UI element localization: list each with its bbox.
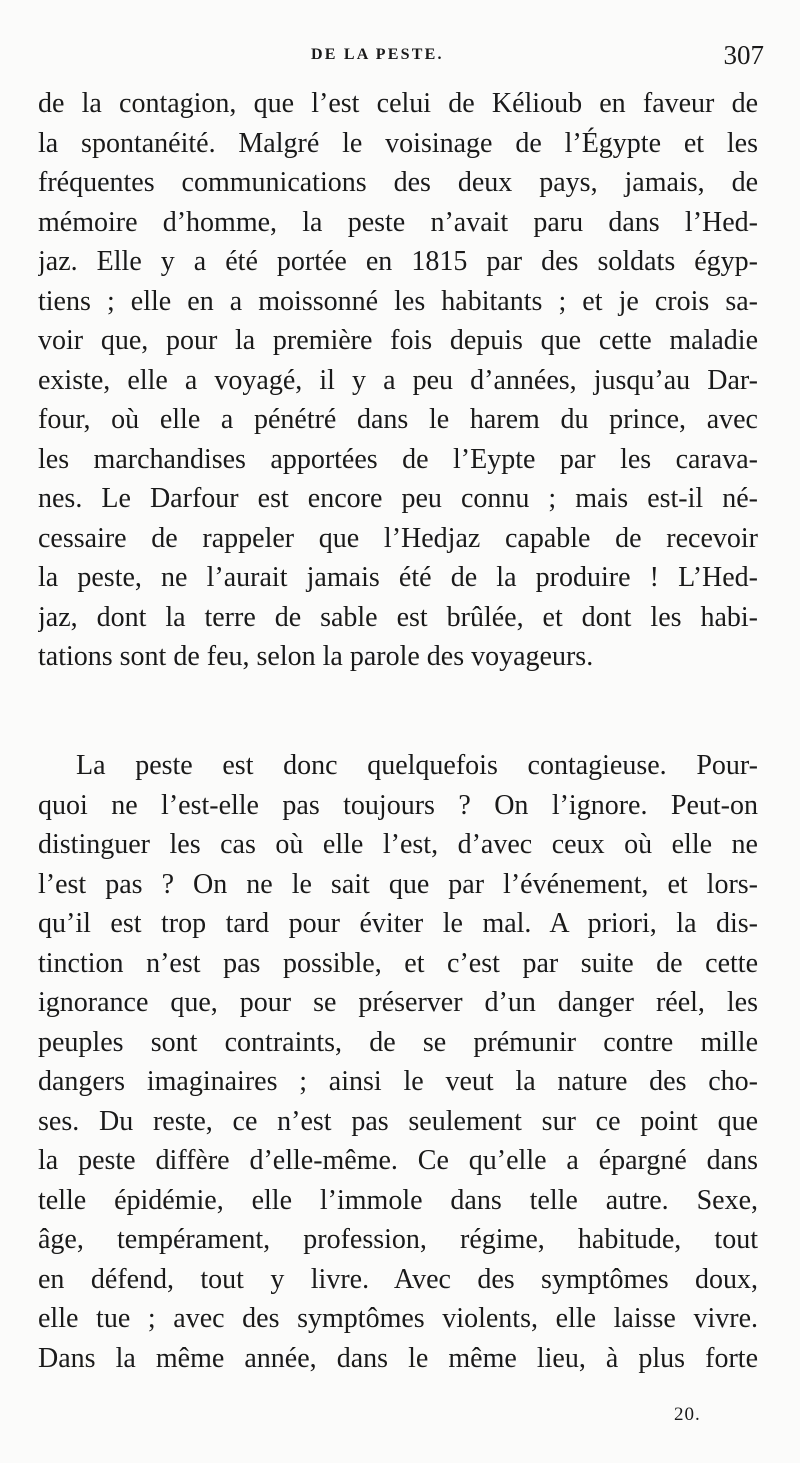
text-line: en défend, tout y livre. Avec des symptômes doux,: [38, 1263, 758, 1295]
text-line: les marchandises apportées de l’Eypte par les carava-: [38, 443, 758, 475]
text-line: four, où elle a pénétré dans le harem du prince, avec: [38, 404, 758, 435]
paragraph-2: [38, 746, 758, 1378]
text-line: existe, elle a voyagé, il y a peu d’années, jusqu’au Dar-: [38, 364, 758, 396]
text-line: jaz. Elle y a été portée en 1815 par des soldats égyp-: [38, 246, 758, 277]
text-line: mémoire d’homme, la peste n’avait paru dans l’Hed-: [38, 206, 758, 238]
text-line: Dans la même année, dans le même lieu, à plus forte: [38, 1342, 758, 1374]
text-line: voir que, pour la première fois depuis que cette maladie: [38, 325, 758, 356]
text-line: jaz, dont la terre de sable est brûlée, et dont les habi-: [38, 601, 758, 633]
running-title: DE LA PESTE.: [311, 46, 444, 63]
text-line: l’est pas ? On ne le sait que par l’événement, et lors-: [38, 868, 758, 900]
text-line: tiens ; elle en a moissonné les habitants ; et je crois sa-: [38, 285, 758, 317]
text-line: dangers imaginaires ; ainsi le veut la nature des cho-: [38, 1066, 758, 1097]
text-line: qu’il est trop tard pour éviter le mal. A priori, la dis-: [38, 908, 758, 939]
text-line: fréquentes communications des deux pays, jamais, de: [38, 167, 758, 198]
text-line: âge, tempérament, profession, régime, habitude, tout: [38, 1224, 758, 1255]
text-line: ignorance que, pour se préserver d’un danger réel, les: [38, 987, 758, 1018]
text-line: peuples sont contraints, de se prémunir contre mille: [38, 1026, 758, 1058]
text-line: cessaire de rappeler que l’Hedjaz capable de recevoir: [38, 522, 758, 554]
text-line: La peste est donc quelquefois contagieuse. Pour-: [76, 750, 758, 781]
page-number: 307: [723, 40, 764, 70]
signature-mark: 20.: [674, 1404, 701, 1425]
text-line: elle tue ; avec des symptômes violents, elle laisse vivre.: [38, 1303, 758, 1334]
paragraph-1: [38, 84, 758, 677]
text-line: la spontanéité. Malgré le voisinage de l’Égypte et les: [38, 127, 758, 159]
text-line: ses. Du reste, ce n’est pas seulement sur ce point que: [38, 1105, 758, 1137]
text-line: de la contagion, que l’est celui de Kélioub en faveur de: [38, 88, 758, 119]
text-line: distinguer les cas où elle l’est, d’avec ceux où elle ne: [38, 829, 758, 860]
text-line: la peste, ne l’aurait jamais été de la produire ! L’Hed-: [38, 562, 758, 593]
text-line: tations sont de feu, selon la parole des voyageurs.: [38, 641, 594, 672]
text-line: tinction n’est pas possible, et c’est par suite de cette: [38, 947, 758, 979]
text-line: telle épidémie, elle l’immole dans telle autre. Sexe,: [38, 1184, 758, 1216]
text-line: quoi ne l’est-elle pas toujours ? On l’ignore. Peut-on: [38, 789, 758, 821]
text-line: nes. Le Darfour est encore peu connu ; mais est-il né-: [38, 483, 758, 514]
text-line: la peste diffère d’elle-même. Ce qu’elle a épargné dans: [38, 1145, 758, 1176]
running-head: [0, 40, 800, 74]
